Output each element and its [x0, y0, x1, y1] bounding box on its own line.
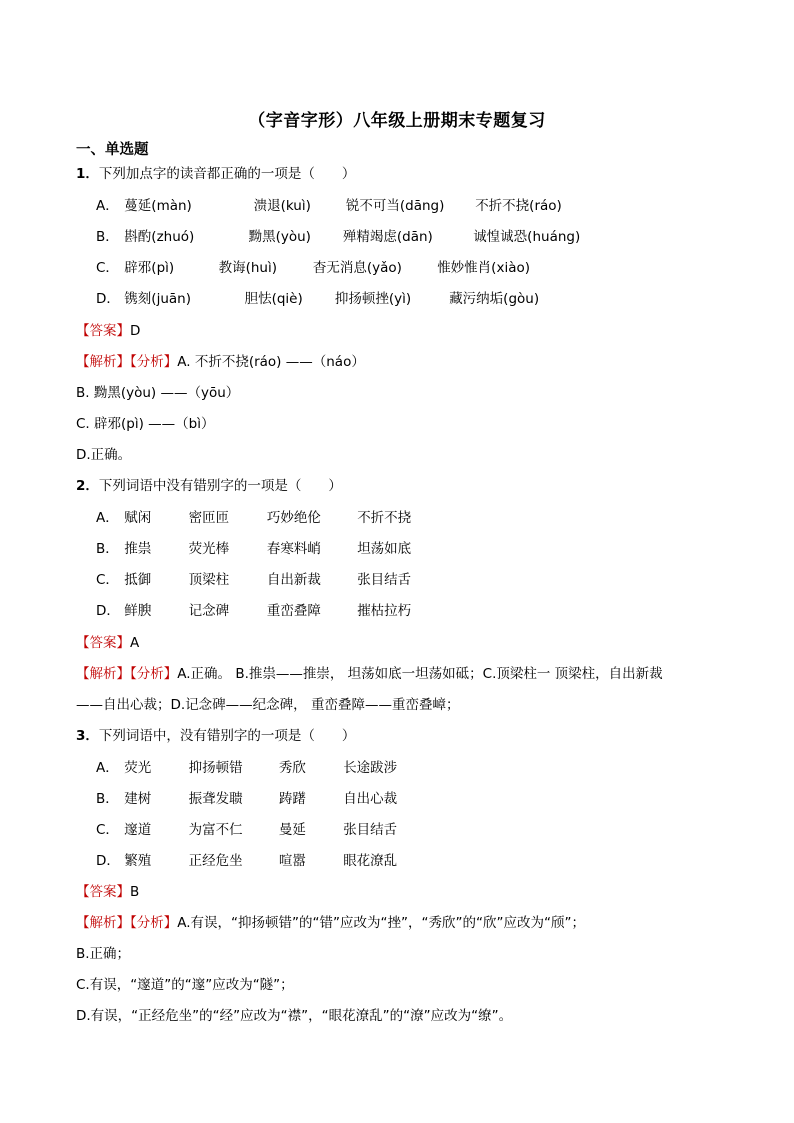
option-item: 黝黑(yòu)	[248, 229, 311, 245]
question-1-option-b	[96, 228, 610, 246]
option-item: 不折不挠	[357, 510, 412, 526]
question-text: 下列加点字的读音都正确的一项是（ ）	[98, 166, 356, 182]
option-label: C．	[96, 822, 119, 838]
option-label: D．	[96, 603, 120, 619]
question-1-option-d	[96, 290, 569, 308]
page-title: （字音字形）八年级上册期末专题复习	[248, 111, 546, 131]
answer-value: B	[130, 884, 140, 900]
option-label: B．	[96, 791, 119, 807]
answer-tag: 【答案】	[76, 884, 130, 900]
question-1-analysis-line: B. 黝黑(yòu) ——（yōu）	[76, 385, 240, 401]
option-item: 秀欣	[278, 760, 306, 776]
answer-tag: 【答案】	[76, 635, 130, 651]
option-item: 斟酌(zhuó)	[124, 229, 195, 245]
option-label: C．	[96, 260, 119, 276]
option-label: A．	[96, 760, 119, 776]
option-item: 杳无消息(yǎo)	[312, 260, 402, 276]
option-item: 为富不仁	[188, 822, 243, 838]
question-2-option-b	[96, 540, 441, 558]
answer-tag: 【答案】	[76, 323, 130, 339]
option-item: 喧嚣	[278, 853, 306, 869]
question-3-analysis-line: C.有误，“邃道”的“邃”应改为“隧”；	[76, 977, 294, 993]
option-item: 不折不挠(ráo)	[475, 198, 562, 214]
question-3-analysis-line	[76, 914, 585, 932]
option-item: 藏污纳垢(gòu)	[449, 291, 540, 307]
option-item: 长途跋涉	[343, 760, 398, 776]
option-item: 诚惶诚恐(huáng)	[473, 229, 581, 245]
option-item: 溃退(kuì)	[253, 198, 311, 214]
option-item: 繁殖	[124, 853, 152, 869]
option-item: 荧光棒	[188, 541, 230, 557]
option-item: 张目结舌	[343, 822, 398, 838]
analysis-text: A. 不折不挠(ráo) ——（náo）	[177, 354, 365, 370]
question-3-option-d	[96, 852, 427, 870]
section-heading: 一、单选题	[76, 142, 149, 158]
question-3-stem	[76, 727, 355, 745]
option-item: 顶梁柱	[188, 572, 230, 588]
question-1-analysis-line: C. 辟邪(pì) ——（bì）	[76, 416, 215, 432]
question-1-analysis-line: D.正确。	[76, 447, 132, 463]
option-item: 重峦叠障	[266, 603, 321, 619]
option-item: 镌刻(juān)	[124, 291, 191, 307]
question-1-stem	[76, 165, 355, 183]
analysis-tag: 【解析】【分析】	[76, 354, 178, 370]
question-2-analysis-line	[76, 665, 663, 683]
question-2-option-d	[96, 602, 441, 620]
option-item: 正经危坐	[188, 853, 243, 869]
analysis-tag: 【解析】【分析】	[76, 915, 178, 931]
option-item: 惟妙惟肖(xiào)	[437, 260, 530, 276]
question-2-option-c	[96, 571, 441, 589]
analysis-text: A.正确。 B.推祟——推崇， 坦荡如底一坦荡如砥；C.顶梁柱一 顶梁柱，自出新裁	[177, 666, 663, 682]
option-item: 殚精竭虑(dān)	[342, 229, 433, 245]
option-label: B．	[96, 541, 119, 557]
answer-value: A	[130, 635, 140, 651]
question-3-option-a	[96, 759, 427, 777]
option-item: 摧枯拉朽	[357, 603, 412, 619]
option-item: 邃道	[124, 822, 152, 838]
option-label: C．	[96, 572, 119, 588]
analysis-tag: 【解析】【分析】	[76, 666, 178, 682]
question-1-analysis-line	[76, 353, 365, 371]
question-1-answer	[76, 322, 140, 340]
question-2-stem	[76, 477, 342, 495]
question-text: 下列词语中没有错别字的一项是（ ）	[98, 478, 342, 494]
option-label: D．	[96, 853, 120, 869]
option-label: A．	[96, 510, 119, 526]
question-3-analysis-line: D.有误，“正经危坐”的“经”应改为“襟”，“眼花潦乱”的“潦”应改为“缭”。	[76, 1008, 513, 1024]
option-item: 抵御	[124, 572, 152, 588]
option-item: 记念碑	[188, 603, 230, 619]
option-item: 振聋发聩	[188, 791, 243, 807]
option-item: 自出心裁	[343, 791, 398, 807]
option-item: 推祟	[124, 541, 152, 557]
option-label: D．	[96, 291, 120, 307]
question-1-option-c	[96, 259, 560, 277]
option-label: A．	[96, 198, 119, 214]
option-item: 张目结舌	[357, 572, 412, 588]
option-item: 眼花潦乱	[343, 853, 398, 869]
option-item: 鲜腴	[124, 603, 152, 619]
question-text: 下列词语中，没有错别字的一项是（ ）	[98, 728, 356, 744]
option-item: 荧光	[124, 760, 152, 776]
option-item: 建树	[124, 791, 152, 807]
question-number: 1．	[76, 166, 99, 182]
question-1-option-a	[96, 197, 592, 215]
option-item: 踌躇	[278, 791, 306, 807]
option-item: 巧妙绝伦	[266, 510, 321, 526]
analysis-text: A.有误，“抑扬顿错”的“错”应改为“挫”，“秀欣”的“欣”应改为“颀”；	[177, 915, 585, 931]
option-item: 锐不可当(dāng)	[345, 198, 445, 214]
question-number: 2．	[76, 478, 99, 494]
option-item: 赋闲	[124, 510, 152, 526]
option-item: 教诲(huì)	[218, 260, 277, 276]
option-item: 曼延	[278, 822, 306, 838]
question-3-option-c	[96, 821, 427, 839]
question-3-answer	[76, 883, 139, 901]
answer-value: D	[130, 323, 141, 339]
question-2-answer	[76, 634, 139, 652]
option-label: B．	[96, 229, 119, 245]
option-item: 抑扬顿错	[188, 760, 243, 776]
question-3-option-b	[96, 790, 427, 808]
option-item: 自出新裁	[266, 572, 321, 588]
question-3-analysis-line: B.正确；	[76, 946, 131, 962]
option-item: 抑扬顿挫(yì)	[334, 291, 412, 307]
option-item: 春寒料峭	[266, 541, 321, 557]
option-item: 蔓延(màn)	[124, 198, 192, 214]
option-item: 胆怯(qiè)	[244, 291, 303, 307]
option-item: 坦荡如底	[357, 541, 412, 557]
option-item: 辟邪(pì)	[124, 260, 175, 276]
option-item: 密匝匝	[188, 510, 230, 526]
question-2-analysis-line: ——自出心裁；D.记念碑——纪念碑， 重峦叠障——重峦叠嶂；	[76, 697, 460, 713]
question-number: 3．	[76, 728, 99, 744]
question-2-option-a	[96, 509, 441, 527]
